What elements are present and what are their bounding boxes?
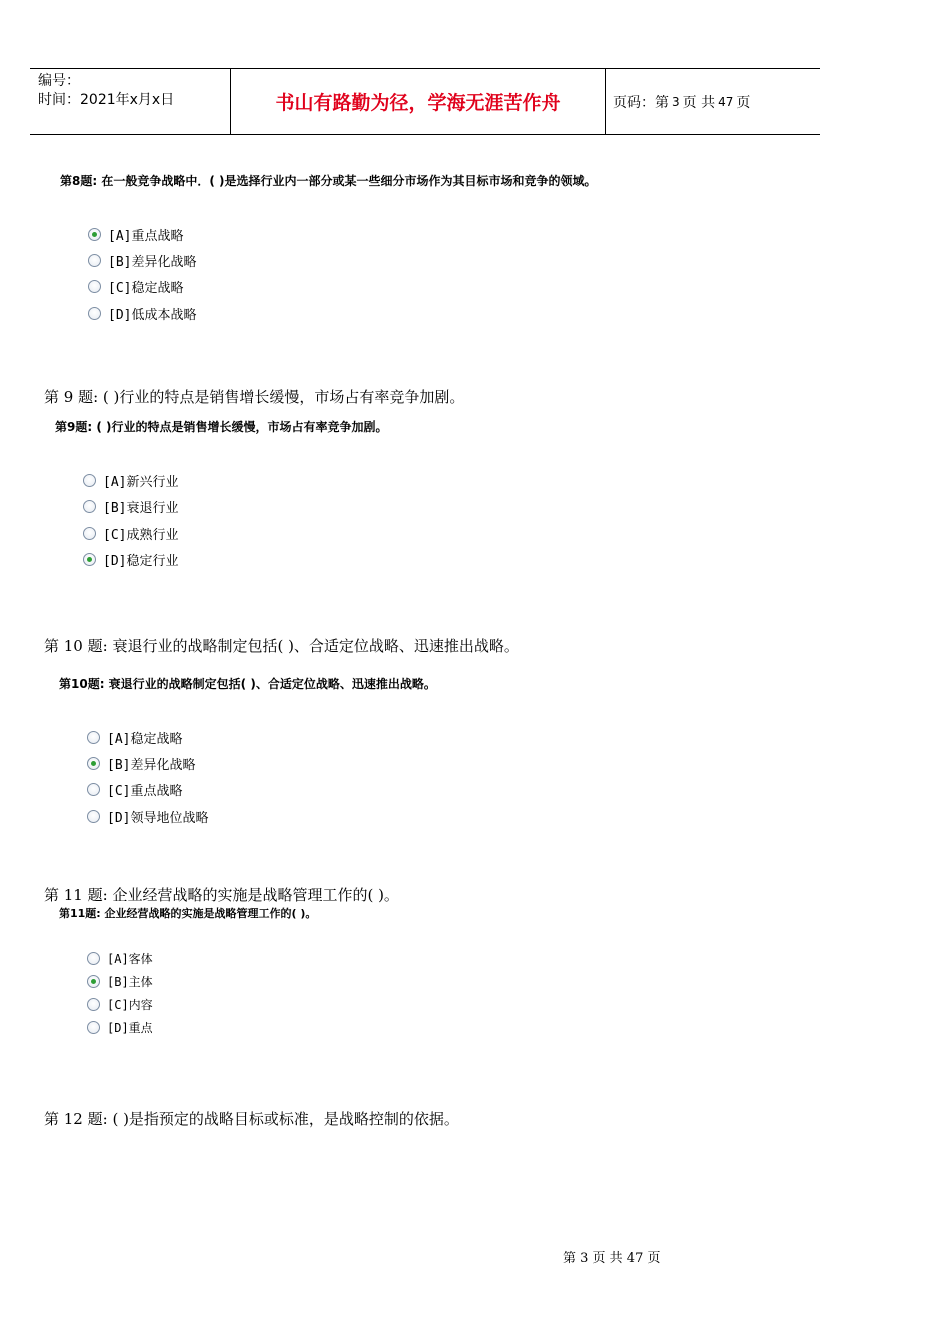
q9-serif-text: 第 9 题: ( )行业的特点是销售增长缓慢，市场占有率竞争加剧。 [44, 388, 465, 406]
q10-option-c[interactable] [87, 780, 182, 799]
page-label-mid: 页 共 [682, 94, 716, 111]
radio-icon[interactable] [83, 527, 96, 540]
radio-icon[interactable] [87, 1021, 100, 1034]
option-label: [C]重点战略 [107, 784, 183, 799]
page-total: 47 [718, 94, 734, 109]
q9-option-d[interactable] [83, 550, 178, 569]
q10-option-a[interactable] [87, 728, 182, 747]
q8-option-a[interactable] [88, 225, 183, 244]
q10-option-d[interactable] [87, 807, 208, 826]
option-label: [B]差异化战略 [107, 758, 196, 773]
q11-question [59, 905, 316, 921]
radio-icon[interactable] [88, 307, 101, 320]
radio-icon[interactable] [87, 810, 100, 823]
q10-serif-text: 第 10 题: 衰退行业的战略制定包括( )、合适定位战略、迅速推出战略。 [44, 637, 519, 655]
q11-serif-text: 第 11 题: 企业经营战略的实施是战略管理工作的( )。 [44, 886, 399, 904]
option-label: [C]内容 [107, 998, 153, 1012]
radio-icon[interactable] [87, 731, 100, 744]
q8-option-c[interactable] [88, 277, 183, 296]
radio-icon[interactable] [83, 474, 96, 487]
radio-icon[interactable] [87, 998, 100, 1011]
option-label: [C]成熟行业 [103, 528, 179, 543]
radio-icon[interactable] [83, 500, 96, 513]
page-footer: 第 3 页 共 47 页 [563, 1251, 661, 1266]
q11-question-text: 第11题: 企业经营战略的实施是战略管理工作的( )。 [59, 907, 317, 920]
option-label: [A]客体 [107, 952, 153, 966]
page-label-suffix: 页 [736, 94, 751, 111]
q8-option-d[interactable] [88, 304, 196, 323]
q10-option-b[interactable] [87, 754, 195, 773]
option-label: [D]领导地位战略 [107, 811, 209, 826]
option-label: [C]稳定战略 [108, 281, 184, 296]
q9-option-b[interactable] [83, 497, 178, 516]
q8-option-b[interactable] [88, 251, 196, 270]
q9-option-c[interactable] [83, 524, 178, 543]
q12-serif-text: 第 12 题: ( )是指预定的战略目标或标准，是战略控制的依据。 [44, 1110, 459, 1128]
q11-option-b[interactable] [87, 973, 153, 990]
q11-option-a[interactable] [87, 950, 153, 967]
q10-question [59, 675, 436, 692]
radio-checked-icon[interactable] [88, 228, 101, 241]
header-meta [38, 72, 174, 110]
q9-question [55, 418, 387, 435]
option-label: [A]稳定战略 [107, 732, 183, 747]
radio-checked-icon[interactable] [83, 553, 96, 566]
code-label: 编号： [38, 73, 80, 89]
option-label: [A]新兴行业 [103, 475, 179, 490]
radio-checked-icon[interactable] [87, 757, 100, 770]
q10-question-text: 第10题: 衰退行业的战略制定包括( )、合适定位战略、迅速推出战略。 [59, 677, 436, 691]
q9-question-text: 第9题: ( )行业的特点是销售增长缓慢，市场占有率竞争加剧。 [55, 420, 388, 434]
page-label-prefix: 页码：第 [613, 94, 669, 111]
option-label: [B]差异化战略 [108, 255, 197, 270]
time-label: 时间：2021年x月x日 [38, 92, 175, 108]
radio-icon[interactable] [87, 783, 100, 796]
radio-icon[interactable] [88, 254, 101, 267]
radio-checked-icon[interactable] [87, 975, 100, 988]
radio-icon[interactable] [87, 952, 100, 965]
q8-question-text: 第8题: 在一般竞争战略中．( )是选择行业内一部分或某一些细分市场作为其目标市场和竞争的领域。 [60, 174, 597, 188]
page-number: 3 [672, 94, 680, 109]
option-label: [A]重点战略 [108, 229, 184, 244]
option-label: [D]稳定行业 [103, 554, 179, 569]
q8-question [60, 172, 596, 189]
option-label: [B]衰退行业 [103, 501, 179, 516]
q9-option-a[interactable] [83, 471, 178, 490]
option-label: [D]重点 [107, 1021, 153, 1035]
option-label: [B]主体 [107, 975, 153, 989]
q11-option-c[interactable] [87, 996, 153, 1013]
option-label: [D]低成本战略 [108, 308, 197, 323]
header-page-info [613, 69, 750, 134]
q11-option-d[interactable] [87, 1019, 153, 1036]
radio-icon[interactable] [88, 280, 101, 293]
page-header [30, 68, 820, 135]
header-motto: 书山有路勤为径，学海无涯苦作舟 [230, 69, 606, 134]
